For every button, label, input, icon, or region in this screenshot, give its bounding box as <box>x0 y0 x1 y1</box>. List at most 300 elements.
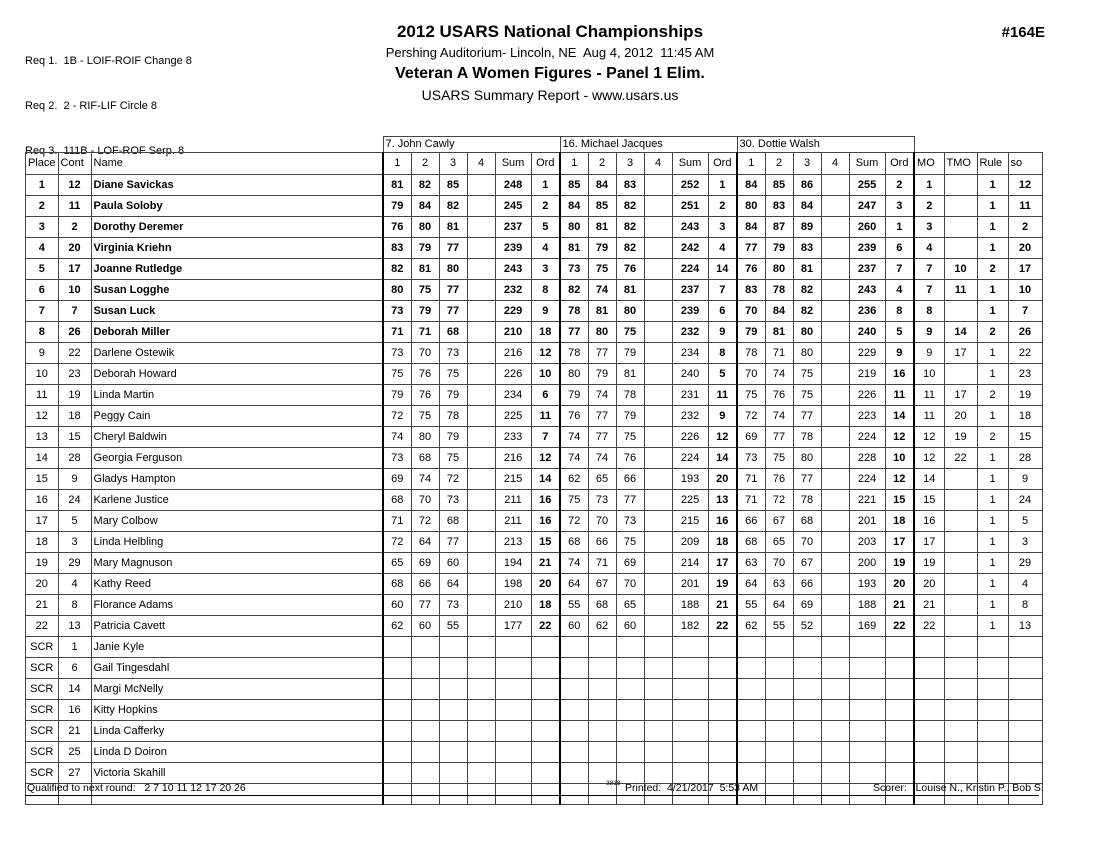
sum-cell <box>672 721 708 742</box>
sum-cell: 229 <box>495 301 531 322</box>
mo-cell: 3 <box>914 217 944 238</box>
ord-cell <box>531 679 560 700</box>
ord-cell: 12 <box>708 427 737 448</box>
score-cell: 79 <box>411 238 439 259</box>
tmo-cell <box>944 511 977 532</box>
score-cell <box>737 742 765 763</box>
score-cell <box>616 721 644 742</box>
ord-cell: 9 <box>708 406 737 427</box>
mo-cell: 22 <box>914 616 944 637</box>
score-cell: 76 <box>765 385 793 406</box>
score-cell <box>644 343 672 364</box>
rule-cell: 1 <box>977 406 1008 427</box>
score-cell: 79 <box>616 406 644 427</box>
ord-cell: 9 <box>708 322 737 343</box>
sum-cell: 188 <box>849 595 885 616</box>
ord-cell: 4 <box>531 238 560 259</box>
sum-cell: 203 <box>849 532 885 553</box>
sum-cell: 224 <box>672 259 708 280</box>
score-cell: 64 <box>439 574 467 595</box>
score-cell: 55 <box>560 595 588 616</box>
score-cell: 79 <box>383 196 411 217</box>
score-cell <box>644 574 672 595</box>
cont-cell: 12 <box>58 175 91 196</box>
sum-cell: 234 <box>672 343 708 364</box>
tmo-cell: 10 <box>944 259 977 280</box>
place-cell: 16 <box>26 490 59 511</box>
sum-cell: 232 <box>495 280 531 301</box>
sum-cell: 221 <box>849 490 885 511</box>
place-cell: 15 <box>26 469 59 490</box>
score-cell: 73 <box>439 343 467 364</box>
so-cell: 10 <box>1008 280 1042 301</box>
table-row <box>26 196 1043 217</box>
place-cell: 7 <box>26 301 59 322</box>
score-cell <box>737 721 765 742</box>
score-cell <box>467 364 495 385</box>
score-cell: 75 <box>411 280 439 301</box>
score-cell: 81 <box>383 175 411 196</box>
score-cell <box>588 721 616 742</box>
score-cell: 66 <box>588 532 616 553</box>
mo-cell <box>914 742 944 763</box>
venue-date-line: Pershing Auditorium- Lincoln, NE Aug 4, 2012 11:45 AM <box>385 45 715 60</box>
cont-cell: 6 <box>58 658 91 679</box>
table-row <box>26 280 1043 301</box>
sum-cell: 243 <box>495 259 531 280</box>
tmo-cell: 19 <box>944 427 977 448</box>
requirement-line-3: Req 3. 111B - LOF-ROF Serp. 8 <box>25 145 185 157</box>
table-row <box>26 343 1043 364</box>
score-cell <box>644 427 672 448</box>
header-score-col: 2 <box>765 153 793 175</box>
score-cell: 75 <box>560 490 588 511</box>
score-cell: 81 <box>411 259 439 280</box>
ord-cell: 12 <box>885 427 914 448</box>
sum-cell: 260 <box>849 217 885 238</box>
sum-cell: 209 <box>672 532 708 553</box>
ord-cell: 11 <box>708 385 737 406</box>
name-cell: Janie Kyle <box>91 637 383 658</box>
ord-cell: 20 <box>885 574 914 595</box>
so-cell: 9 <box>1008 469 1042 490</box>
ord-cell: 18 <box>885 511 914 532</box>
rule-cell: 1 <box>977 280 1008 301</box>
sum-cell: 226 <box>672 427 708 448</box>
name-cell: Kathy Reed <box>91 574 383 595</box>
score-cell: 77 <box>411 595 439 616</box>
score-cell <box>821 469 849 490</box>
rule-cell: 2 <box>977 259 1008 280</box>
score-cell: 77 <box>439 301 467 322</box>
score-cell <box>411 700 439 721</box>
report-footer <box>25 780 1044 796</box>
sum-cell: 225 <box>495 406 531 427</box>
score-cell: 82 <box>793 280 821 301</box>
ord-cell: 16 <box>531 490 560 511</box>
score-cell: 89 <box>793 217 821 238</box>
name-cell: Deborah Miller <box>91 322 383 343</box>
score-cell: 81 <box>588 301 616 322</box>
tmo-cell <box>944 196 977 217</box>
mo-cell: 12 <box>914 448 944 469</box>
table-row <box>26 616 1043 637</box>
score-cell: 77 <box>793 469 821 490</box>
cont-cell: 19 <box>58 385 91 406</box>
score-cell: 83 <box>793 238 821 259</box>
score-cell: 84 <box>793 196 821 217</box>
score-cell: 70 <box>737 364 765 385</box>
spacer-cell <box>26 137 384 153</box>
score-cell <box>588 679 616 700</box>
qualified-line <box>27 782 246 794</box>
score-cell: 79 <box>616 343 644 364</box>
tmo-cell <box>944 616 977 637</box>
score-cell: 72 <box>411 511 439 532</box>
table-row <box>26 490 1043 511</box>
score-cell: 64 <box>560 574 588 595</box>
score-cell: 83 <box>737 280 765 301</box>
score-cell <box>821 175 849 196</box>
sum-cell: 169 <box>849 616 885 637</box>
ord-cell: 14 <box>708 448 737 469</box>
score-cell: 73 <box>383 301 411 322</box>
ord-cell: 3 <box>531 259 560 280</box>
mo-cell: 7 <box>914 280 944 301</box>
sum-cell: 210 <box>495 322 531 343</box>
score-cell: 64 <box>411 532 439 553</box>
ord-cell: 12 <box>531 448 560 469</box>
place-cell: 3 <box>26 217 59 238</box>
score-cell: 60 <box>439 553 467 574</box>
name-cell: Victoria Skahill <box>91 763 383 784</box>
sum-cell: 224 <box>849 427 885 448</box>
so-cell: 12 <box>1008 175 1042 196</box>
ord-cell: 14 <box>531 469 560 490</box>
judge-name-cell-3: 30. Dottie Walsh <box>737 137 914 153</box>
sum-cell: 237 <box>672 280 708 301</box>
score-cell <box>383 700 411 721</box>
spacer-cell <box>914 137 1042 153</box>
score-cell: 79 <box>560 385 588 406</box>
score-cell: 55 <box>439 616 467 637</box>
score-cell <box>560 637 588 658</box>
score-cell <box>383 658 411 679</box>
place-cell: 4 <box>26 238 59 259</box>
score-cell: 67 <box>588 574 616 595</box>
place-cell: 1 <box>26 175 59 196</box>
sum-cell: 245 <box>495 196 531 217</box>
score-cell: 55 <box>737 595 765 616</box>
mo-cell: 2 <box>914 196 944 217</box>
score-cell <box>467 595 495 616</box>
ord-cell: 20 <box>708 469 737 490</box>
score-cell: 81 <box>765 322 793 343</box>
score-cell <box>644 595 672 616</box>
place-cell: 18 <box>26 532 59 553</box>
cont-cell: 10 <box>58 280 91 301</box>
column-header-row <box>26 153 1043 175</box>
sum-cell: 237 <box>495 217 531 238</box>
score-cell <box>588 637 616 658</box>
tmo-cell <box>944 721 977 742</box>
judge-header-row <box>26 137 1043 153</box>
ord-cell: 16 <box>885 364 914 385</box>
cont-cell: 22 <box>58 343 91 364</box>
rule-cell: 1 <box>977 595 1008 616</box>
sum-cell: 214 <box>672 553 708 574</box>
table-row <box>26 217 1043 238</box>
score-cell: 75 <box>793 364 821 385</box>
score-cell: 68 <box>411 448 439 469</box>
score-cell: 72 <box>765 490 793 511</box>
name-cell: Paula Soloby <box>91 196 383 217</box>
table-row <box>26 511 1043 532</box>
score-cell <box>765 658 793 679</box>
score-cell <box>644 700 672 721</box>
score-cell: 84 <box>737 175 765 196</box>
score-cell: 66 <box>411 574 439 595</box>
sum-cell: 216 <box>495 343 531 364</box>
name-cell: Joanne Rutledge <box>91 259 383 280</box>
score-cell: 77 <box>616 490 644 511</box>
score-cell: 68 <box>439 322 467 343</box>
header-score-col: 3 <box>793 153 821 175</box>
score-cell <box>439 658 467 679</box>
score-cell: 79 <box>765 238 793 259</box>
header-cont: Cont <box>58 153 91 175</box>
ord-cell: 10 <box>885 448 914 469</box>
place-cell: SCR <box>26 763 59 784</box>
score-cell: 84 <box>560 196 588 217</box>
score-cell <box>467 742 495 763</box>
score-cell: 62 <box>560 469 588 490</box>
ord-cell: 3 <box>708 217 737 238</box>
score-cell: 72 <box>439 469 467 490</box>
name-cell: Margi McNelly <box>91 679 383 700</box>
rule-cell <box>977 721 1008 742</box>
sum-cell <box>849 679 885 700</box>
tmo-cell <box>944 679 977 700</box>
sum-cell: 225 <box>672 490 708 511</box>
score-cell: 77 <box>793 406 821 427</box>
ord-cell: 6 <box>708 301 737 322</box>
so-cell <box>1008 700 1042 721</box>
rule-cell <box>977 742 1008 763</box>
report-header <box>0 22 1100 103</box>
score-cell: 75 <box>383 364 411 385</box>
score-cell <box>560 658 588 679</box>
header-score-col: 4 <box>821 153 849 175</box>
so-cell <box>1008 658 1042 679</box>
sum-cell: 240 <box>672 364 708 385</box>
score-cell <box>821 658 849 679</box>
score-cell <box>467 679 495 700</box>
header-score-col: 1 <box>560 153 588 175</box>
cont-cell: 21 <box>58 721 91 742</box>
judge-name-cell-2: 16. Michael Jacques <box>560 137 737 153</box>
score-cell: 79 <box>439 385 467 406</box>
score-cell <box>644 469 672 490</box>
score-cell <box>411 637 439 658</box>
ord-cell <box>885 700 914 721</box>
place-cell: SCR <box>26 679 59 700</box>
header-score-col: 2 <box>411 153 439 175</box>
score-cell: 70 <box>411 343 439 364</box>
cont-cell: 23 <box>58 364 91 385</box>
sum-cell: 231 <box>672 385 708 406</box>
score-cell: 78 <box>560 301 588 322</box>
score-cell: 79 <box>588 364 616 385</box>
tmo-cell <box>944 217 977 238</box>
table-row <box>26 406 1043 427</box>
score-cell <box>644 280 672 301</box>
ord-cell <box>708 679 737 700</box>
score-cell <box>644 385 672 406</box>
header-score-col: 3 <box>439 153 467 175</box>
place-cell: 17 <box>26 511 59 532</box>
table-row <box>26 238 1043 259</box>
score-cell <box>644 658 672 679</box>
ord-cell: 6 <box>531 385 560 406</box>
sum-cell <box>849 700 885 721</box>
name-cell: Linda Martin <box>91 385 383 406</box>
score-cell <box>467 616 495 637</box>
name-cell: Georgia Ferguson <box>91 448 383 469</box>
sum-cell: 198 <box>495 574 531 595</box>
score-cell <box>588 700 616 721</box>
sum-cell: 233 <box>495 427 531 448</box>
score-cell <box>467 175 495 196</box>
ord-cell: 15 <box>531 532 560 553</box>
ord-cell: 8 <box>708 343 737 364</box>
score-cell <box>793 721 821 742</box>
ord-cell: 11 <box>885 385 914 406</box>
score-cell <box>737 637 765 658</box>
table-row <box>26 385 1043 406</box>
cont-cell: 2 <box>58 217 91 238</box>
ord-cell: 8 <box>885 301 914 322</box>
so-cell: 22 <box>1008 343 1042 364</box>
score-cell: 60 <box>616 616 644 637</box>
sum-cell: 232 <box>672 322 708 343</box>
sum-cell: 177 <box>495 616 531 637</box>
cont-cell: 20 <box>58 238 91 259</box>
name-cell: Mary Colbow <box>91 511 383 532</box>
score-cell: 74 <box>588 280 616 301</box>
tmo-cell <box>944 532 977 553</box>
score-cell <box>467 448 495 469</box>
version-number: 3818 <box>606 780 621 787</box>
printed-line: Printed: 4/21/2017 5:53 AM <box>625 782 759 794</box>
championship-title: 2012 USARS National Championships <box>396 22 704 41</box>
qualified-values: 2 7 10 11 12 17 20 26 <box>144 782 246 794</box>
score-cell: 75 <box>439 364 467 385</box>
score-cell: 74 <box>765 364 793 385</box>
score-cell: 78 <box>616 385 644 406</box>
score-cell: 67 <box>765 511 793 532</box>
ord-cell: 3 <box>885 196 914 217</box>
sum-cell <box>672 679 708 700</box>
cont-cell: 3 <box>58 532 91 553</box>
tmo-cell <box>944 574 977 595</box>
mo-cell: 7 <box>914 259 944 280</box>
place-cell: 14 <box>26 448 59 469</box>
place-cell: 10 <box>26 364 59 385</box>
place-cell: 20 <box>26 574 59 595</box>
rule-cell: 1 <box>977 238 1008 259</box>
score-cell: 80 <box>588 322 616 343</box>
score-cell: 69 <box>383 469 411 490</box>
so-cell: 8 <box>1008 595 1042 616</box>
rule-cell <box>977 637 1008 658</box>
score-cell <box>467 721 495 742</box>
score-cell: 65 <box>765 532 793 553</box>
score-cell: 73 <box>588 490 616 511</box>
ord-cell: 19 <box>708 574 737 595</box>
rule-cell: 1 <box>977 448 1008 469</box>
score-cell: 83 <box>616 175 644 196</box>
score-cell: 76 <box>737 259 765 280</box>
score-cell <box>467 553 495 574</box>
rule-cell: 1 <box>977 301 1008 322</box>
score-cell: 60 <box>560 616 588 637</box>
sum-cell: 182 <box>672 616 708 637</box>
score-cell <box>821 196 849 217</box>
ord-cell: 22 <box>708 616 737 637</box>
score-cell: 70 <box>588 511 616 532</box>
ord-cell: 18 <box>531 322 560 343</box>
score-cell: 81 <box>560 238 588 259</box>
mo-cell: 9 <box>914 343 944 364</box>
score-cell: 65 <box>616 595 644 616</box>
cont-cell: 1 <box>58 637 91 658</box>
ord-cell: 14 <box>885 406 914 427</box>
ord-cell <box>708 742 737 763</box>
header-score-col: 3 <box>616 153 644 175</box>
score-cell: 77 <box>588 406 616 427</box>
rule-cell: 1 <box>977 553 1008 574</box>
ord-cell: 7 <box>708 280 737 301</box>
score-cell: 64 <box>737 574 765 595</box>
cont-cell: 27 <box>58 763 91 784</box>
ord-cell: 21 <box>708 595 737 616</box>
table-row <box>26 259 1043 280</box>
qualified-label: Qualified to next round: <box>27 782 136 794</box>
sum-cell: 188 <box>672 595 708 616</box>
score-cell: 80 <box>411 427 439 448</box>
place-cell: 12 <box>26 406 59 427</box>
ord-cell: 11 <box>531 406 560 427</box>
mo-cell: 17 <box>914 532 944 553</box>
name-cell: Patricia Cavett <box>91 616 383 637</box>
score-cell: 70 <box>765 553 793 574</box>
score-cell: 63 <box>737 553 765 574</box>
score-cell: 73 <box>737 448 765 469</box>
rule-cell <box>977 700 1008 721</box>
score-cell <box>644 721 672 742</box>
tmo-cell: 20 <box>944 406 977 427</box>
mo-cell: 15 <box>914 490 944 511</box>
table-row <box>26 301 1043 322</box>
tmo-cell <box>944 658 977 679</box>
so-cell: 5 <box>1008 511 1042 532</box>
sum-cell: 201 <box>672 574 708 595</box>
sum-cell <box>495 637 531 658</box>
sum-cell: 239 <box>672 301 708 322</box>
name-cell: Susan Luck <box>91 301 383 322</box>
rule-cell: 1 <box>977 616 1008 637</box>
